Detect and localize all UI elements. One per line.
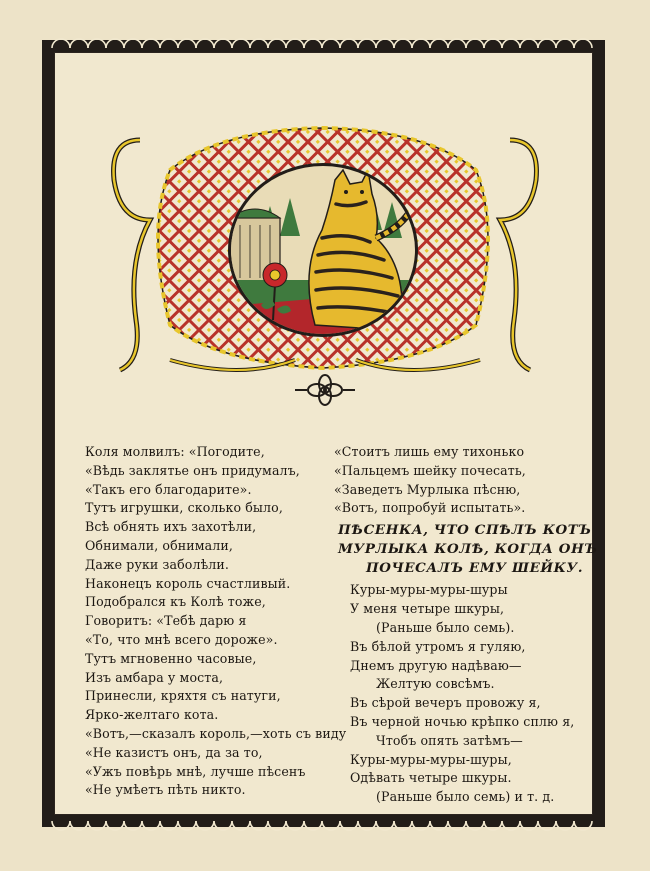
poem-line: Говоритъ: «Тебѣ дарю я xyxy=(85,613,247,629)
poem-line: «Не казистъ онъ, да за то, xyxy=(85,744,263,760)
poem-line: Наконецъ король счастливый. xyxy=(85,575,291,591)
poem-line: «Вотъ, попробуй испытать». xyxy=(334,500,526,516)
poem-line: Ярко-желтаго кота. xyxy=(85,707,219,723)
poem-line: Тутъ игрушки, сколько было, xyxy=(85,500,283,516)
poem-line: Обнимали, обнимали, xyxy=(85,538,233,553)
poem-line: Желтую совсѣмъ. xyxy=(376,676,495,692)
song-title-line: МУРЛЫКА КОЛѢ, КОГДА ОНЪ xyxy=(338,541,598,557)
poem-line: Въ бѣлой утромъ я гуляю, xyxy=(350,638,526,654)
poem-line: «Такъ его благодарите». xyxy=(85,481,252,497)
poem-line: «Стоитъ лишь ему тихонько xyxy=(334,444,525,459)
poem-line: (Раньше было семь) и т. д. xyxy=(376,789,555,805)
poem-line: «Ужъ повѣрь мнѣ, лучше пѣсенъ xyxy=(85,763,306,779)
poem-line: Принесли, кряхтя съ натуги, xyxy=(85,688,281,704)
poem-line: «Не умѣетъ пѣть никто. xyxy=(85,782,246,798)
poem-line: Изъ амбара у моста, xyxy=(85,669,224,685)
poem-line: Всѣ обнять ихъ захотѣли, xyxy=(85,519,257,535)
poem-line: (Раньше было семь). xyxy=(376,620,515,635)
poem-line: Днемъ другую надѣваю— xyxy=(350,657,522,673)
poem-line: Одѣвать четыре шкуры. xyxy=(350,770,512,786)
poem-line: Въ черной ночью крѣпко сплю я, xyxy=(350,714,575,729)
poem-line: Въ сѣрой вечеръ провожу я, xyxy=(350,695,541,711)
poem-line: У меня четыре шкуры, xyxy=(350,601,505,617)
poem-line: Тутъ мгновенно часовые, xyxy=(85,650,257,666)
poem-line: «Пальцемъ шейку почесать, xyxy=(334,462,526,478)
poem-line: Куры-муры-муры-шуры xyxy=(350,582,508,598)
poem-line: Чтобъ опять затѣмъ— xyxy=(376,732,523,748)
poem-line: Куры-муры-муры-шуры, xyxy=(350,751,512,767)
poem-line: «Заведетъ Мурлыка пѣсню, xyxy=(334,481,521,497)
poem-line: Даже руки заболѣли. xyxy=(85,556,229,572)
poem-line: «Вѣдь заклятье онъ придумалъ, xyxy=(85,462,300,478)
poem-line: Коля молвилъ: «Погодите, xyxy=(85,444,265,459)
song-title-line: ПѢСЕНКА, ЧТО СПѢЛЪ КОТЪ xyxy=(338,521,592,538)
poem-line: «То, что мнѣ всего дороже». xyxy=(85,632,278,647)
poem-line: Подобрался къ Колѣ тоже, xyxy=(85,594,266,610)
poem-line: «Вотъ,—сказалъ король,—хоть съ виду xyxy=(85,726,347,741)
song-title-line: ПОЧЕСАЛЪ ЕМУ ШЕЙКУ. xyxy=(366,560,584,577)
